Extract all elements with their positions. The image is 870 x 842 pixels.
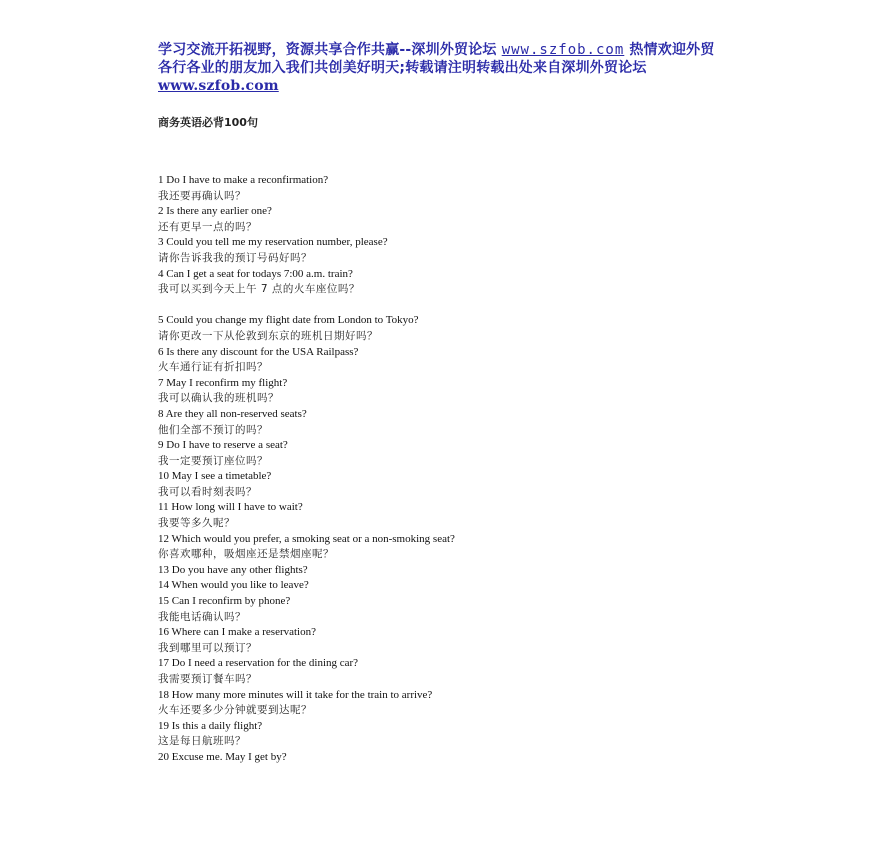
answer-8: 他们全部不预订的吗？ xyxy=(158,423,268,436)
spacer xyxy=(158,298,778,314)
header-text-2: 热情欢迎外贸各行各业的朋友加入我们共创美好明天;转载请注明转载出处来自深圳外贸论坛 xyxy=(158,42,715,76)
question-1: 1 Do I have to make a reconfirmation? xyxy=(158,174,329,186)
question-17: 17 Do I need a reservation for the dining car? xyxy=(158,657,359,670)
answer-18: 火车还要多少分钟就要到达呢？ xyxy=(158,704,312,717)
question-4: 4 Can I get a seat for todays 7:00 a.m. train? xyxy=(158,267,353,280)
question-10: 10 May I see a timetable? xyxy=(158,470,272,483)
answer-11: 我要等多久呢？ xyxy=(158,517,235,530)
question-12: 12 Which would you prefer, a smoking seat or a non-smoking seat? xyxy=(158,532,455,545)
answer-4: 我可以买到今天上午 7 点的火车座位吗？ xyxy=(158,283,360,296)
question-18: 18 How many more minutes will it take for the train to arrive? xyxy=(158,688,433,701)
answer-7: 我可以确认我的班机吗？ xyxy=(158,392,279,405)
question-2: 2 Is there any earlier one? xyxy=(158,205,272,218)
answer-15: 我能电话确认吗？ xyxy=(158,610,246,623)
answer-3: 请你告诉我我的预订号码好吗？ xyxy=(158,251,312,264)
question-8: 8 Are they all non-reserved seats? xyxy=(158,407,307,420)
question-6: 6 Is there any discount for the USA Railpass? xyxy=(158,345,359,358)
document-title: 商务英语必背100句 xyxy=(158,116,258,129)
question-7: 7 May I reconfirm my flight? xyxy=(158,376,288,389)
question-11: 11 How long will I have to wait? xyxy=(158,501,303,514)
answer-16: 我到哪里可以预订？ xyxy=(158,641,257,654)
question-19: 19 Is this a daily flight? xyxy=(158,719,263,732)
answer-12: 你喜欢哪种，吸烟座还是禁烟座呢？ xyxy=(158,548,334,561)
answer-2: 还有更早一点的吗？ xyxy=(158,220,257,233)
question-3: 3 Could you tell me my reservation number, please? xyxy=(158,236,388,249)
answer-5: 请你更改一下从伦敦到东京的班机日期好吗？ xyxy=(158,329,378,342)
header-text-1: 学习交流开拓视野，资源共享合作共赢--深圳外贸论坛 xyxy=(158,42,502,58)
forum-link-1[interactable]: www.szfob.com xyxy=(501,42,625,58)
question-15: 15 Can I reconfirm by phone? xyxy=(158,595,291,608)
answer-9: 我一定要预订座位吗？ xyxy=(158,454,268,467)
forum-link-2[interactable]: www.szfob.com xyxy=(158,78,279,94)
question-20: 20 Excuse me. May I get by? xyxy=(158,750,287,763)
qa-list xyxy=(158,173,778,766)
question-14: 14 When would you like to leave? xyxy=(158,579,309,592)
forum-header xyxy=(158,41,728,95)
answer-10: 我可以看时刻表吗？ xyxy=(158,485,257,498)
question-9: 9 Do I have to reserve a seat? xyxy=(158,439,288,452)
answer-6: 火车通行证有折扣吗？ xyxy=(158,361,268,374)
question-16: 16 Where can I make a reservation? xyxy=(158,626,316,639)
answer-1: 我还要再确认吗？ xyxy=(158,189,246,202)
question-5: 5 Could you change my flight date from London to Tokyo? xyxy=(158,314,419,327)
answer-19: 这是每日航班吗？ xyxy=(158,735,246,748)
answer-17: 我需要预订餐车吗？ xyxy=(158,673,257,685)
question-13: 13 Do you have any other flights? xyxy=(158,563,308,576)
